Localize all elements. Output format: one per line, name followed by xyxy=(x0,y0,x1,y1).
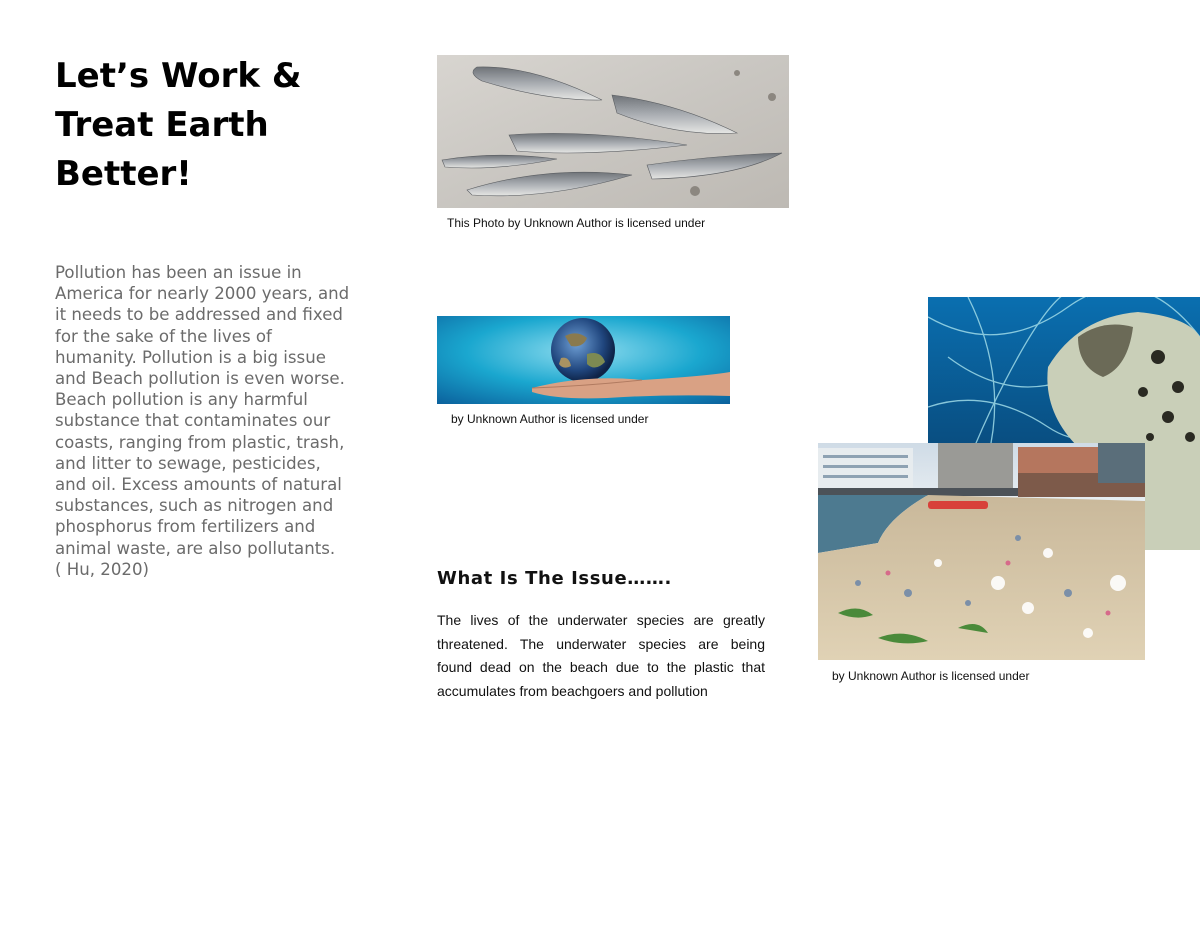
issue-line: The lives of the underwater species are greatly xyxy=(437,612,765,628)
intro-line: ( Hu, 2020) xyxy=(55,559,149,579)
beach-trash-caption: by Unknown Author is licensed under xyxy=(832,669,1030,683)
intro-line: humanity. Pollution is a big issue xyxy=(55,347,326,367)
intro-line: Pollution has been an issue in xyxy=(55,263,302,282)
intro-line: America for nearly 2000 years, and xyxy=(55,284,350,304)
intro-line: and Beach pollution is even worse. xyxy=(55,369,345,389)
earth-hand-banner xyxy=(437,316,730,404)
issue-heading: What Is The Issue……. xyxy=(437,568,672,589)
intro-line: substances, such as nitrogen and xyxy=(55,496,334,516)
intro-paragraph xyxy=(55,262,390,580)
intro-line: and litter to sewage, pesticides, xyxy=(55,453,321,473)
intro-line: for the sake of the lives of xyxy=(55,326,272,346)
page-title xyxy=(55,52,385,199)
title-line: Better! xyxy=(55,154,192,194)
title-line: Treat Earth xyxy=(55,105,269,145)
issue-line: threatened. The underwater species are being xyxy=(437,635,765,652)
intro-line: animal waste, are also pollutants. xyxy=(55,538,336,558)
intro-line: substance that contaminates our xyxy=(55,411,331,431)
issue-line: found dead on the beach due to the plastic that xyxy=(437,659,765,675)
intro-line: and oil. Excess amounts of natural xyxy=(55,475,342,495)
issue-paragraph xyxy=(437,609,765,703)
earth-hand-caption: by Unknown Author is licensed under xyxy=(451,412,649,426)
intro-line: it needs to be addressed and fixed xyxy=(55,305,343,325)
dead-fish-caption: This Photo by Unknown Author is licensed under xyxy=(447,216,706,230)
intro-line: phosphorus from fertilizers and xyxy=(55,517,316,537)
intro-line: coasts, ranging from plastic, trash, xyxy=(55,432,345,452)
issue-line: accumulates from beachgoers and pollution xyxy=(437,682,708,699)
dead-fish-photo xyxy=(437,55,789,208)
beach-trash-photo xyxy=(818,443,1145,660)
title-line: Let’s Work & xyxy=(55,56,302,96)
intro-line: Beach pollution is any harmful xyxy=(55,390,308,410)
